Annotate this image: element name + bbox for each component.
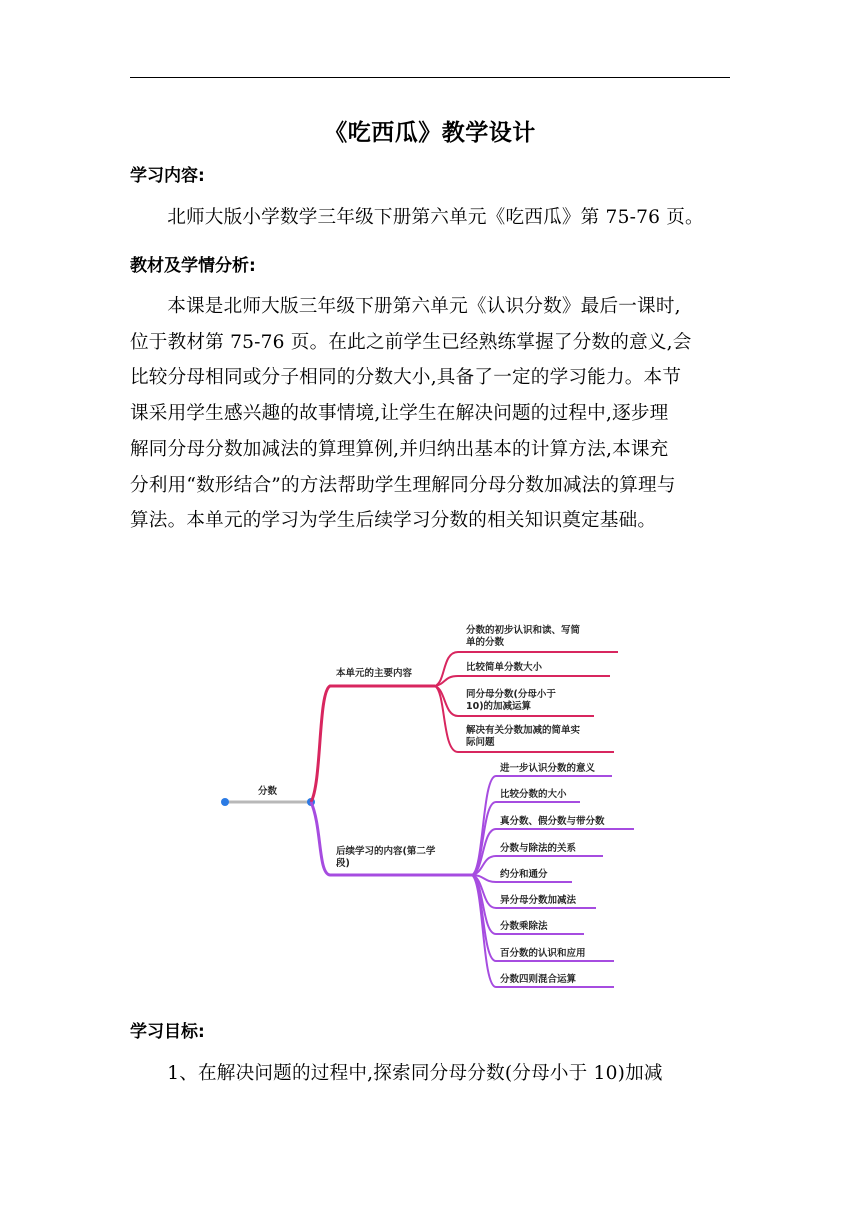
future-item-8: 百分数的认识和应用	[500, 948, 586, 959]
current-item-3a: 同分母分数(分母小于	[466, 689, 556, 700]
future-item-9: 分数四则混合运算	[500, 974, 577, 985]
goals-text: 1、在解决问题的过程中,探索同分母分数(分母小于 10)加减	[167, 1063, 663, 1084]
page-title: 《吃西瓜》教学设计	[324, 120, 536, 146]
goals-heading: 学习目标:	[130, 1022, 205, 1042]
future-branch-label-1: 后续学习的内容(第二学	[336, 846, 436, 857]
current-branch-label: 本单元的主要内容	[336, 668, 413, 679]
current-item-4b: 际问题	[466, 737, 495, 748]
current-item-2: 比较简单分数大小	[466, 662, 543, 673]
future-item-6: 异分母分数加减法	[500, 895, 577, 906]
future-item-1: 进一步认识分数的意义	[500, 763, 596, 774]
future-item-3: 真分数、假分数与带分数	[500, 816, 605, 827]
analysis-paragraph	[130, 289, 732, 539]
root-label: 分数	[258, 786, 278, 797]
analysis-heading: 教材及学情分析:	[130, 256, 256, 276]
analysis-line: 算法。本单元的学习为学生后续学习分数的相关知识奠定基础。	[130, 510, 657, 532]
analysis-line: 解同分母分数加减法的算理算例,并归纳出基本的计算方法,本课充	[130, 438, 669, 460]
current-item-4a: 解决有关分数加减的简单实	[466, 725, 581, 736]
goals-paragraph	[130, 1056, 732, 1092]
current-item-1a: 分数的初步认识和读、写简	[466, 625, 581, 636]
future-item-5: 约分和通分	[500, 869, 548, 880]
future-link-2	[472, 802, 580, 875]
analysis-line: 比较分母相同或分子相同的分数大小,具备了一定的学习能力。本节	[130, 367, 682, 389]
analysis-line: 课采用学生感兴趣的故事情境,让学生在解决问题的过程中,逐步理	[130, 403, 669, 425]
content-paragraph	[130, 200, 732, 236]
header-rule	[130, 77, 730, 78]
knowledge-mindmap	[210, 612, 650, 1002]
future-item-4: 分数与除法的关系	[500, 843, 577, 854]
current-item-1b: 单的分数	[466, 637, 505, 648]
current-branch-line	[311, 686, 435, 802]
content-text: 北师大版小学数学三年级下册第六单元《吃西瓜》第 75-76 页。	[167, 207, 704, 228]
analysis-line: 分利用“数形结合”的方法帮助学生理解同分母分数加减法的算理与	[130, 474, 676, 496]
current-item-3b: 10)的加减运算	[466, 701, 532, 712]
root-left-dot	[221, 798, 229, 806]
content-heading: 学习内容:	[130, 166, 205, 186]
future-item-2: 比较分数的大小	[500, 789, 567, 800]
future-branch-label-2: 段)	[336, 858, 350, 869]
current-link-2	[435, 676, 610, 686]
future-item-7: 分数乘除法	[500, 921, 548, 932]
analysis-line: 位于教材第 75-76 页。在此之前学生已经熟练掌握了分数的意义,会	[130, 331, 692, 353]
analysis-line: 本课是北师大版三年级下册第六单元《认识分数》最后一课时,	[167, 296, 681, 317]
